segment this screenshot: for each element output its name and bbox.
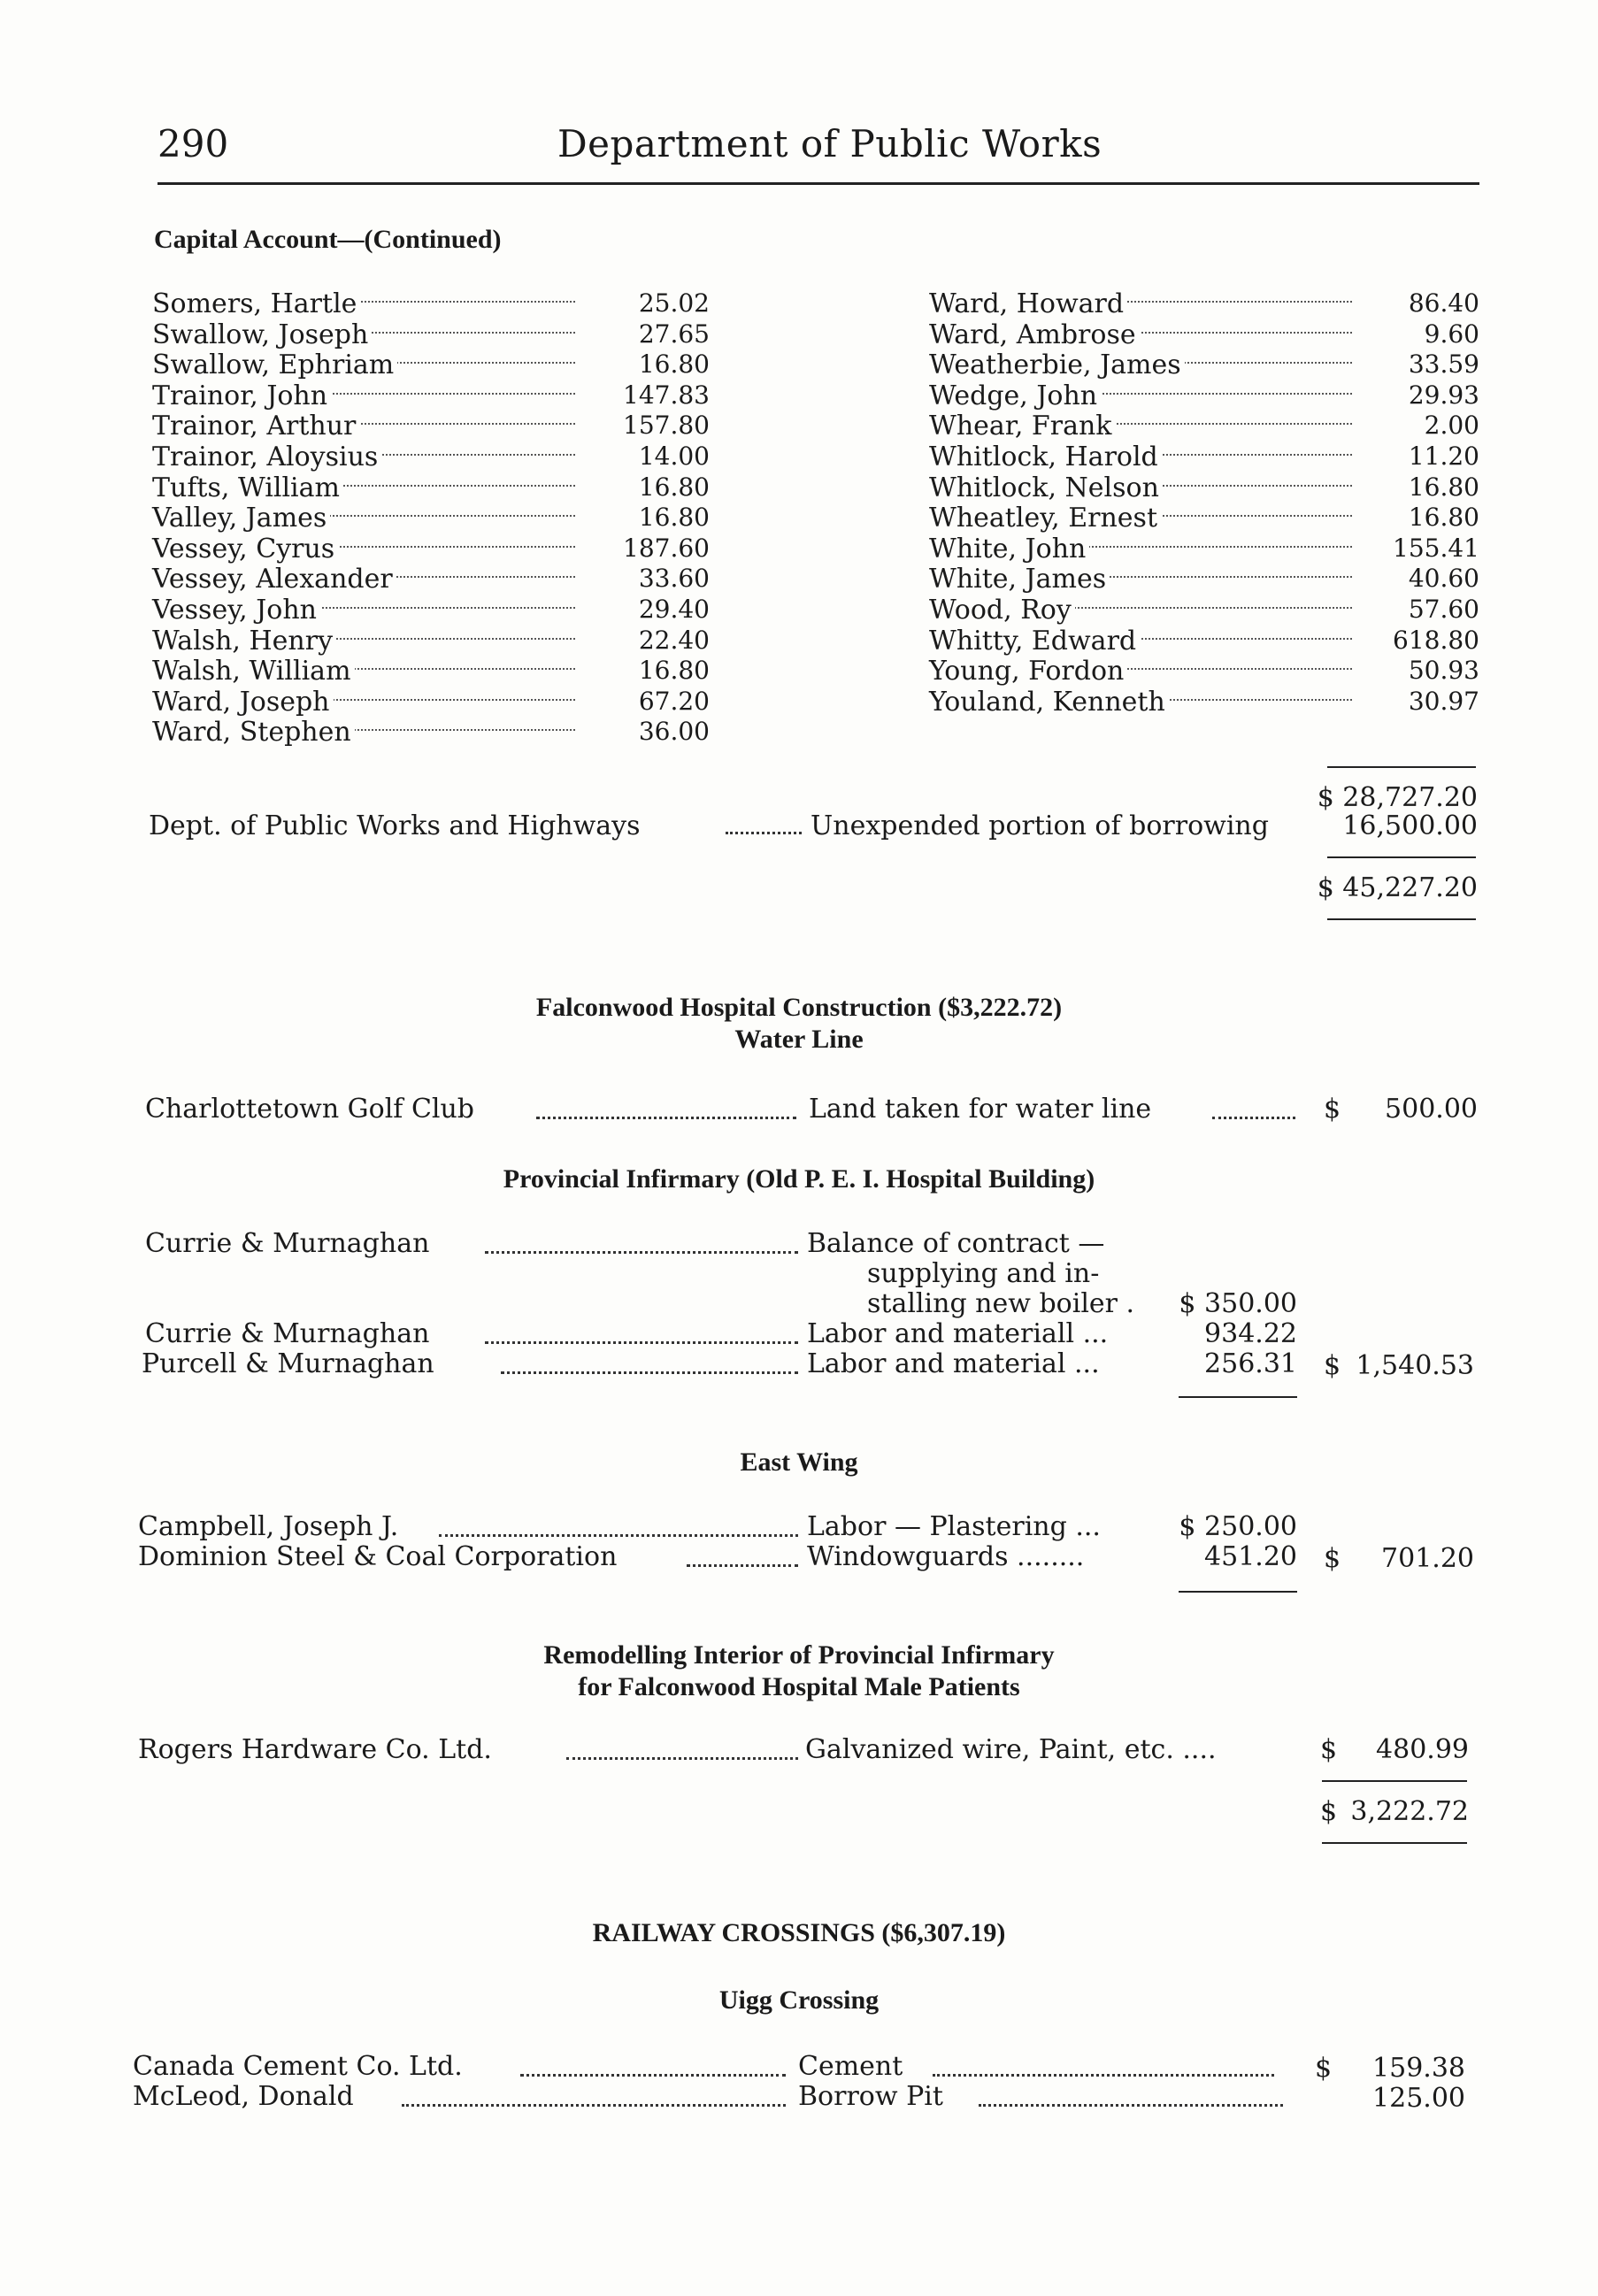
person-name: Young, Fordon [929, 656, 1127, 687]
name-row [929, 442, 1479, 472]
person-name: Swallow, Ephriam [152, 349, 397, 380]
amount: 16.80 [638, 349, 710, 380]
person-name: Tufts, William [152, 472, 343, 503]
name-row [929, 656, 1479, 686]
water-line-payee: Charlottetown Golf Club [145, 1094, 475, 1125]
name-row [152, 349, 710, 380]
name-row [152, 626, 710, 656]
amount: 16.80 [638, 503, 710, 533]
person-name: Weatherbie, James [929, 349, 1185, 380]
person-name: Valley, James [152, 503, 330, 534]
infirmary-payee: Purcell & Murnaghan [142, 1348, 434, 1379]
grand-total: 3,222.72 [1350, 1796, 1469, 1827]
name-row [152, 687, 710, 717]
uigg-crossing-heading: Uigg Crossing [718, 1985, 880, 2015]
person-name: Somers, Hartle [152, 288, 360, 319]
dept-payee: Dept. of Public Works and Highways [149, 810, 641, 841]
name-row [929, 380, 1479, 411]
amount: 29.93 [1408, 380, 1479, 410]
capital-total: $ 45,227.20 [1317, 872, 1478, 903]
infirmary-payee: Currie & Murnaghan [145, 1228, 430, 1259]
leader-dots [520, 2074, 786, 2077]
leader-dots [726, 832, 802, 834]
name-row [152, 411, 710, 441]
infirmary-total-dollar: $ [1324, 1350, 1341, 1381]
total-rule-top [1327, 856, 1476, 858]
remodel-heading: Remodelling Interior of Provincial Infirmary [543, 1640, 1055, 1670]
leader-dots [979, 2104, 1283, 2107]
east-wing-amount: $ 250.00 [1179, 1511, 1297, 1542]
subtotal-rule [1327, 766, 1476, 768]
page-number: 290 [157, 122, 229, 165]
amount: 29.40 [638, 595, 710, 624]
person-name: Trainor, John [152, 380, 331, 411]
name-row [152, 503, 710, 533]
dept-description: Unexpended portion of borrowing [811, 810, 1269, 841]
person-name: Whear, Frank [929, 411, 1115, 442]
amount: 16.80 [638, 656, 710, 686]
name-row [152, 442, 710, 472]
name-row [152, 380, 710, 411]
name-row [152, 564, 710, 594]
header-rule [157, 182, 1479, 185]
name-row [929, 319, 1479, 349]
infirmary-total: 1,540.53 [1356, 1350, 1474, 1381]
name-row [152, 319, 710, 349]
name-row [152, 656, 710, 686]
page-title: Department of Public Works [557, 122, 1102, 165]
amount: 11.20 [1408, 442, 1479, 471]
amount: 33.59 [1408, 349, 1479, 380]
amount: 25.02 [638, 288, 710, 318]
name-row [929, 534, 1479, 564]
infirmary-description: Labor and materiall ... [807, 1318, 1109, 1349]
amount: 86.40 [1408, 288, 1479, 318]
person-name: Swallow, Joseph [152, 319, 372, 350]
name-row [929, 503, 1479, 533]
leader-dots [933, 2074, 1274, 2077]
person-name: Whitlock, Harold [929, 442, 1162, 472]
amount: 30.97 [1408, 686, 1479, 716]
amount: 16.80 [1408, 503, 1479, 533]
water-line-dollar: $ [1324, 1094, 1341, 1125]
east-wing-payee: Campbell, Joseph J. [138, 1511, 399, 1542]
grand-total-rule-top [1322, 1780, 1467, 1782]
railway-dollar: $ [1315, 2053, 1333, 2084]
person-name: Walsh, William [152, 656, 355, 687]
total-rule-bottom [1327, 918, 1476, 920]
amount: 67.20 [638, 686, 710, 716]
amount: 40.60 [1408, 564, 1479, 594]
amount: 16.80 [1408, 472, 1479, 502]
grand-total-rule-bottom [1322, 1842, 1467, 1844]
capital-subtotal: $ 28,727.20 [1317, 782, 1478, 813]
name-row [929, 349, 1479, 380]
leader-dots [1212, 1117, 1295, 1119]
name-row [152, 534, 710, 564]
amount: 9.60 [1424, 319, 1479, 349]
infirmary-description: Labor and material ... [807, 1348, 1100, 1379]
person-name: Whitty, Edward [929, 626, 1140, 657]
person-name: White, John [929, 534, 1089, 564]
leader-dots [402, 2104, 786, 2107]
railway-payee: Canada Cement Co. Ltd. [133, 2051, 463, 2082]
amount: 36.00 [638, 717, 710, 747]
east-wing-total: 701.20 [1381, 1543, 1474, 1574]
name-row [152, 288, 710, 319]
leader-dots [501, 1371, 798, 1374]
east-wing-amount: 451.20 [1204, 1541, 1297, 1572]
person-name: Trainor, Arthur [152, 411, 359, 442]
amount: 187.60 [623, 533, 710, 563]
railway-amount: 125.00 [1372, 2083, 1465, 2114]
person-name: Ward, Howard [929, 288, 1127, 319]
amount: 155.41 [1393, 533, 1479, 563]
amount: 157.80 [623, 411, 710, 441]
amount: 147.83 [623, 380, 710, 410]
leader-dots [687, 1564, 798, 1567]
amount: 2.00 [1424, 411, 1479, 441]
person-name: Ward, Stephen [152, 717, 355, 748]
person-name: Whitlock, Nelson [929, 472, 1163, 503]
east-wing-heading: East Wing [740, 1447, 858, 1477]
railway-amount: 159.38 [1372, 2053, 1465, 2084]
name-row [152, 472, 710, 503]
person-name: Vessey, Alexander [152, 564, 396, 595]
amount: 14.00 [638, 442, 710, 471]
infirmary-description: stalling new boiler . [867, 1288, 1135, 1319]
name-row [929, 626, 1479, 656]
east-wing-rule [1179, 1591, 1297, 1593]
railway-description: Borrow Pit [798, 2081, 943, 2112]
amount: 22.40 [638, 625, 710, 655]
water-line-heading: Water Line [734, 1025, 864, 1054]
name-row [929, 687, 1479, 717]
amount: 618.80 [1393, 625, 1479, 655]
person-name: Wheatley, Ernest [929, 503, 1161, 534]
name-row [929, 288, 1479, 319]
water-line-amount: 500.00 [1385, 1094, 1478, 1125]
person-name: Ward, Ambrose [929, 319, 1140, 350]
water-line-description: Land taken for water line [809, 1094, 1152, 1125]
name-row [152, 595, 710, 625]
person-name: Walsh, Henry [152, 626, 336, 657]
railway-heading: RAILWAY CROSSINGS ($6,307.19) [592, 1918, 1006, 1947]
person-name: Wedge, John [929, 380, 1101, 411]
remodel-payee: Rogers Hardware Co. Ltd. [138, 1734, 492, 1765]
east-wing-total-dollar: $ [1324, 1543, 1341, 1574]
east-wing-description: Windowguards ........ [807, 1541, 1085, 1572]
infirmary-description: supplying and in- [867, 1258, 1100, 1289]
leader-dots [439, 1534, 798, 1537]
east-wing-payee: Dominion Steel & Coal Corporation [138, 1541, 618, 1572]
dept-amount: 16,500.00 [1342, 810, 1478, 841]
east-wing-description: Labor — Plastering ... [807, 1511, 1101, 1542]
name-row [929, 595, 1479, 625]
falconwood-heading: Falconwood Hospital Construction ($3,222.72) [535, 993, 1063, 1022]
person-name: Vessey, Cyrus [152, 534, 338, 564]
person-name: White, James [929, 564, 1110, 595]
infirmary-description: Balance of contract — [807, 1228, 1105, 1259]
infirmary-rule [1179, 1396, 1297, 1398]
capital-account-heading: Capital Account—(Continued) [154, 225, 502, 254]
infirmary-amount: $ 350.00 [1179, 1288, 1297, 1319]
railway-description: Cement [798, 2051, 903, 2082]
leader-dots [536, 1117, 796, 1119]
railway-payee: McLeod, Donald [133, 2081, 354, 2112]
remodel-amount: 480.99 [1376, 1734, 1469, 1765]
name-row [929, 564, 1479, 594]
person-name: Trainor, Aloysius [152, 442, 381, 472]
name-row [929, 472, 1479, 503]
amount: 27.65 [638, 319, 710, 349]
name-row [929, 411, 1479, 441]
amount: 57.60 [1408, 595, 1479, 624]
infirmary-heading: Provincial Infirmary (Old P. E. I. Hospital Building) [503, 1164, 1095, 1194]
infirmary-amount: 934.22 [1204, 1318, 1297, 1349]
name-row [152, 717, 710, 747]
leader-dots [485, 1341, 798, 1344]
leader-dots [566, 1757, 798, 1760]
person-name: Vessey, John [152, 595, 320, 626]
person-name: Wood, Roy [929, 595, 1075, 626]
infirmary-payee: Currie & Murnaghan [145, 1318, 430, 1349]
amount: 16.80 [638, 472, 710, 502]
remodel-heading-sub: for Falconwood Hospital Male Patients [578, 1672, 1020, 1701]
leader-dots [485, 1251, 798, 1254]
remodel-description: Galvanized wire, Paint, etc. .... [805, 1734, 1217, 1765]
grand-total-dollar: $ [1320, 1796, 1338, 1827]
person-name: Youland, Kenneth [929, 687, 1169, 718]
infirmary-amount: 256.31 [1204, 1348, 1297, 1379]
amount: 33.60 [638, 564, 710, 594]
person-name: Ward, Joseph [152, 687, 334, 718]
amount: 50.93 [1408, 656, 1479, 686]
remodel-dollar: $ [1320, 1734, 1338, 1765]
